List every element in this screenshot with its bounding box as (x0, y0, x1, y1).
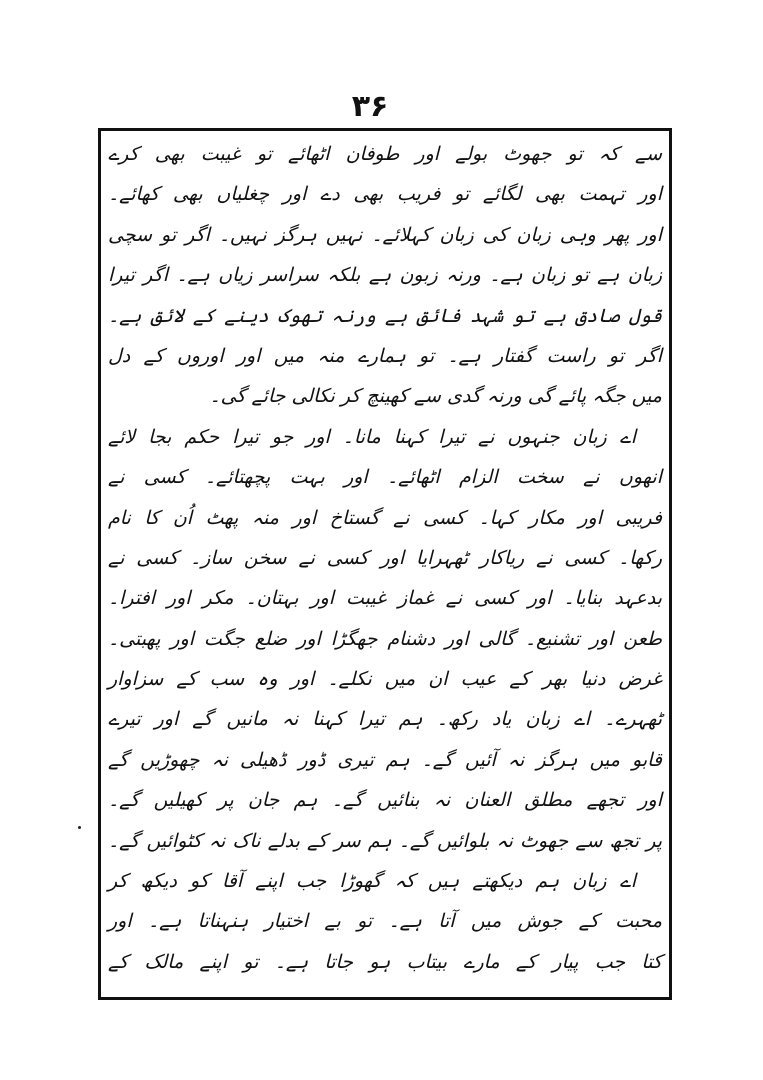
text-line: کتا جب پیار کے مارے بیتاب ہو جاتا ہے۔ تو اپنے مالک کے (108, 950, 662, 973)
text-line: بدعہد بنایا۔ اور کسی نے غماز غیبت اور بہتان۔ مکر اور افترا۔ (108, 587, 662, 610)
text-line: فریبی اور مکار کہا۔ کسی نے گستاخ اور منہ پھٹ اُن کا نام (108, 506, 662, 529)
text-line: اور تہمت بھی لگائے تو فریب بھی دے اور چغلیاں بھی کھائے۔ (108, 183, 662, 206)
text-line: ٹھہرے۔ اے زبان یاد رکھ۔ ہم تیرا کہنا نہ مانیں گے اور تیرے (108, 708, 662, 731)
text-line: پر تجھ سے جھوٹ نہ بلوائیں گے۔ ہم سر کے بدلے ناک نہ کٹوائیں گے۔ (108, 829, 662, 852)
text-line: قول صادق ہے تو شہد فائق ہے ورنہ تھوک دینے کے لائق ہے۔ (108, 304, 662, 327)
text-line: رکھا۔ کسی نے ریاکار ٹھہرایا اور کسی نے سخن ساز۔ کسی نے (108, 546, 662, 569)
text-line: اور پھر وہی زبان کی زبان کہلائے۔ نہیں ہرگز نہیں۔ اگر تو سچی (108, 223, 662, 246)
page-number: ۳۶ (351, 89, 389, 124)
text-line: انھوں نے سخت الزام اٹھائے۔ اور بہت پچھتائے۔ کسی نے (108, 466, 662, 489)
margin-dot (78, 826, 81, 829)
text-line: میں جگہ پائے گی ورنہ گدی سے کھینچ کر نکالی جائے گی۔ (209, 385, 662, 408)
text-line: اے زبان جنہوں نے تیرا کہنا مانا۔ اور جو تیرا حکم بجا لائے (108, 425, 636, 448)
text-line: طعن اور تشنیع۔ گالی اور دشنام جھگڑا اور ضلع جگت اور پھبتی۔ (108, 627, 662, 650)
text-line: قابو میں ہرگز نہ آئیں گے۔ ہم تیری ڈور ڈھیلی نہ چھوڑیں گے (108, 748, 662, 771)
text-line: اور تجھے مطلق العنان نہ بنائیں گے۔ ہم جان پر کھیلیں گے۔ (108, 789, 662, 812)
text-line: محبت کے جوش میں آتا ہے۔ تو بے اختیار ہنہناتا ہے۔ اور (108, 910, 662, 933)
text-block (104, 134, 666, 982)
text-line: زبان ہے تو زبان ہے۔ ورنہ زبون ہے بلکہ سراسر زیاں ہے۔ اگر تیرا (108, 264, 662, 287)
text-line: غرض دنیا بھر کے عیب ان میں نکلے۔ اور وہ سب کے سزاوار (108, 668, 662, 691)
text-line: اے زبان ہم دیکھتے ہیں کہ گھوڑا جب اپنے آقا کو دیکھ کر (108, 870, 636, 893)
text-line: سے کہ تو جھوٹ بولے اور طوفان اٹھائے تو غیبت بھی کرے (108, 143, 662, 165)
text-line: اگر تو راست گفتار ہے۔ تو ہمارے منہ میں اور اوروں کے دل (108, 344, 662, 367)
